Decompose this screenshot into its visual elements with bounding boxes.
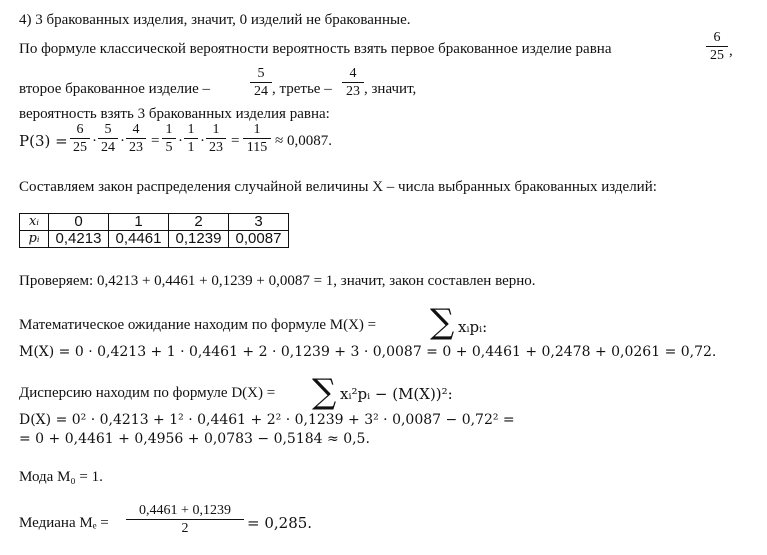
- p3-fraction-g: [243, 122, 271, 155]
- distribution-law-text: Составляем закон распределения случайной величины X – числа выбранных бракованных изделий:: [19, 179, 657, 195]
- median-label: Медиана Mₑ =: [19, 515, 109, 531]
- fraction-first-num: 6: [713, 30, 721, 45]
- x-value-1: 1: [109, 214, 169, 231]
- fraction-third-num: 4: [349, 66, 357, 81]
- probability-three-text: вероятность взять 3 бракованных изделия равна:: [19, 106, 330, 122]
- classical-probability-text: По формуле классической вероятности вероятность взять первое бракованное изделие равна: [19, 41, 612, 57]
- variance-intro-tail: xᵢ²pᵢ − (M(X))²:: [340, 385, 453, 403]
- distribution-table: [19, 213, 289, 248]
- dot-operator: ·: [178, 133, 183, 149]
- p-value-3: 0,0087: [229, 231, 289, 248]
- fraction-first: [706, 30, 728, 63]
- p3-fraction-e: [184, 122, 198, 155]
- dot-operator: ·: [92, 133, 97, 149]
- fraction-bar: [342, 82, 364, 83]
- fraction-bar: [162, 138, 176, 139]
- p3-fraction-f: [206, 122, 226, 155]
- variance-calc-2: = 0 + 0,4461 + 0,4956 + 0,0783 − 0,5184 ≈ 0,5.: [19, 431, 370, 447]
- variance-calc-1: D(X) = 0² · 0,4213 + 1² · 0,4461 + 2² · 0,1239 + 3² · 0,0087 − 0,72² =: [19, 412, 515, 428]
- p3-fraction-d: [162, 122, 176, 155]
- fraction-third: [342, 66, 364, 99]
- median-fraction-den: 2: [181, 521, 189, 536]
- fraction-bar: [126, 138, 146, 139]
- median-fraction-num: 0,4461 + 0,1239: [139, 503, 231, 518]
- fraction-bar: [126, 519, 244, 520]
- x-value-3: 3: [229, 214, 289, 231]
- p3-fraction-e-num: 1: [187, 122, 195, 137]
- p3-fraction-d-den: 5: [165, 140, 173, 155]
- mode-text: Мода M₀ = 1.: [19, 469, 103, 485]
- median-fraction: [126, 503, 244, 536]
- p3-fraction-e-den: 1: [187, 140, 195, 155]
- expectation-intro-tail: xᵢpᵢ:: [458, 318, 488, 336]
- sum-symbol: ∑: [312, 372, 337, 412]
- fraction-bar: [98, 138, 118, 139]
- fraction-bar: [250, 82, 272, 83]
- dot-operator: ·: [200, 133, 205, 149]
- table-row-p: [20, 231, 289, 248]
- p3-fraction-a: [70, 122, 90, 155]
- fraction-second-den: 24: [254, 84, 268, 99]
- dot-operator: ·: [120, 133, 125, 149]
- p3-fraction-b-den: 24: [101, 140, 115, 155]
- fraction-third-den: 23: [346, 84, 360, 99]
- p3-label: P(3) =: [19, 132, 68, 150]
- p3-fraction-g-den: 115: [246, 140, 268, 155]
- expectation-calc: M(X) = 0 · 0,4213 + 1 · 0,4461 + 2 · 0,1239 + 3 · 0,0087 = 0 + 0,4461 + 0,2478 + 0,0261 = 0,72.: [19, 344, 717, 360]
- variance-intro: Дисперсию находим по формуле D(X) =: [19, 385, 276, 401]
- p-value-0: 0,4213: [49, 231, 109, 248]
- expectation-intro: Математическое ожидание находим по формуле M(X) =: [19, 317, 377, 333]
- fraction-second-num: 5: [257, 66, 265, 81]
- fraction-bar: [243, 138, 271, 139]
- equals-sign: =: [231, 133, 240, 149]
- p-value-2: 0,1239: [169, 231, 229, 248]
- p3-result: ≈ 0,0087.: [275, 133, 332, 149]
- second-defective-text: второе бракованное изделие –: [19, 81, 211, 97]
- x-value-2: 2: [169, 214, 229, 231]
- heading-case-4: 4) 3 бракованных изделия, значит, 0 изделий не бракованные.: [19, 12, 411, 28]
- fraction-bar: [70, 138, 90, 139]
- row-x-label: xᵢ: [20, 214, 49, 231]
- p3-fraction-b: [98, 122, 118, 155]
- p3-fraction-c-den: 23: [129, 140, 143, 155]
- sum-symbol: ∑: [430, 302, 455, 342]
- p3-fraction-g-num: 1: [253, 122, 261, 137]
- table-row-x: [20, 214, 289, 231]
- p-value-1: 0,4461: [109, 231, 169, 248]
- p3-fraction-f-num: 1: [212, 122, 220, 137]
- fraction-bar: [184, 138, 198, 139]
- p3-fraction-d-num: 1: [165, 122, 173, 137]
- fraction-first-den: 25: [710, 48, 724, 63]
- x-value-0: 0: [49, 214, 109, 231]
- p3-fraction-a-num: 6: [76, 122, 84, 137]
- comma: ,: [729, 43, 733, 59]
- p3-fraction-c-num: 4: [132, 122, 140, 137]
- p3-fraction-b-num: 5: [104, 122, 112, 137]
- check-text: Проверяем: 0,4213 + 0,4461 + 0,1239 + 0,0087 = 1, значит, закон составлен верно.: [19, 273, 536, 289]
- p3-fraction-f-den: 23: [209, 140, 223, 155]
- row-p-label: pᵢ: [20, 231, 49, 248]
- fraction-bar: [206, 138, 226, 139]
- equals-sign: =: [151, 133, 160, 149]
- fraction-bar: [706, 46, 728, 47]
- p3-fraction-a-den: 25: [73, 140, 87, 155]
- thus-text: , значит,: [364, 81, 417, 97]
- third-defective-text: , третье –: [272, 81, 332, 97]
- p3-fraction-c: [126, 122, 146, 155]
- fraction-second: [250, 66, 272, 99]
- median-result: = 0,285.: [247, 514, 313, 532]
